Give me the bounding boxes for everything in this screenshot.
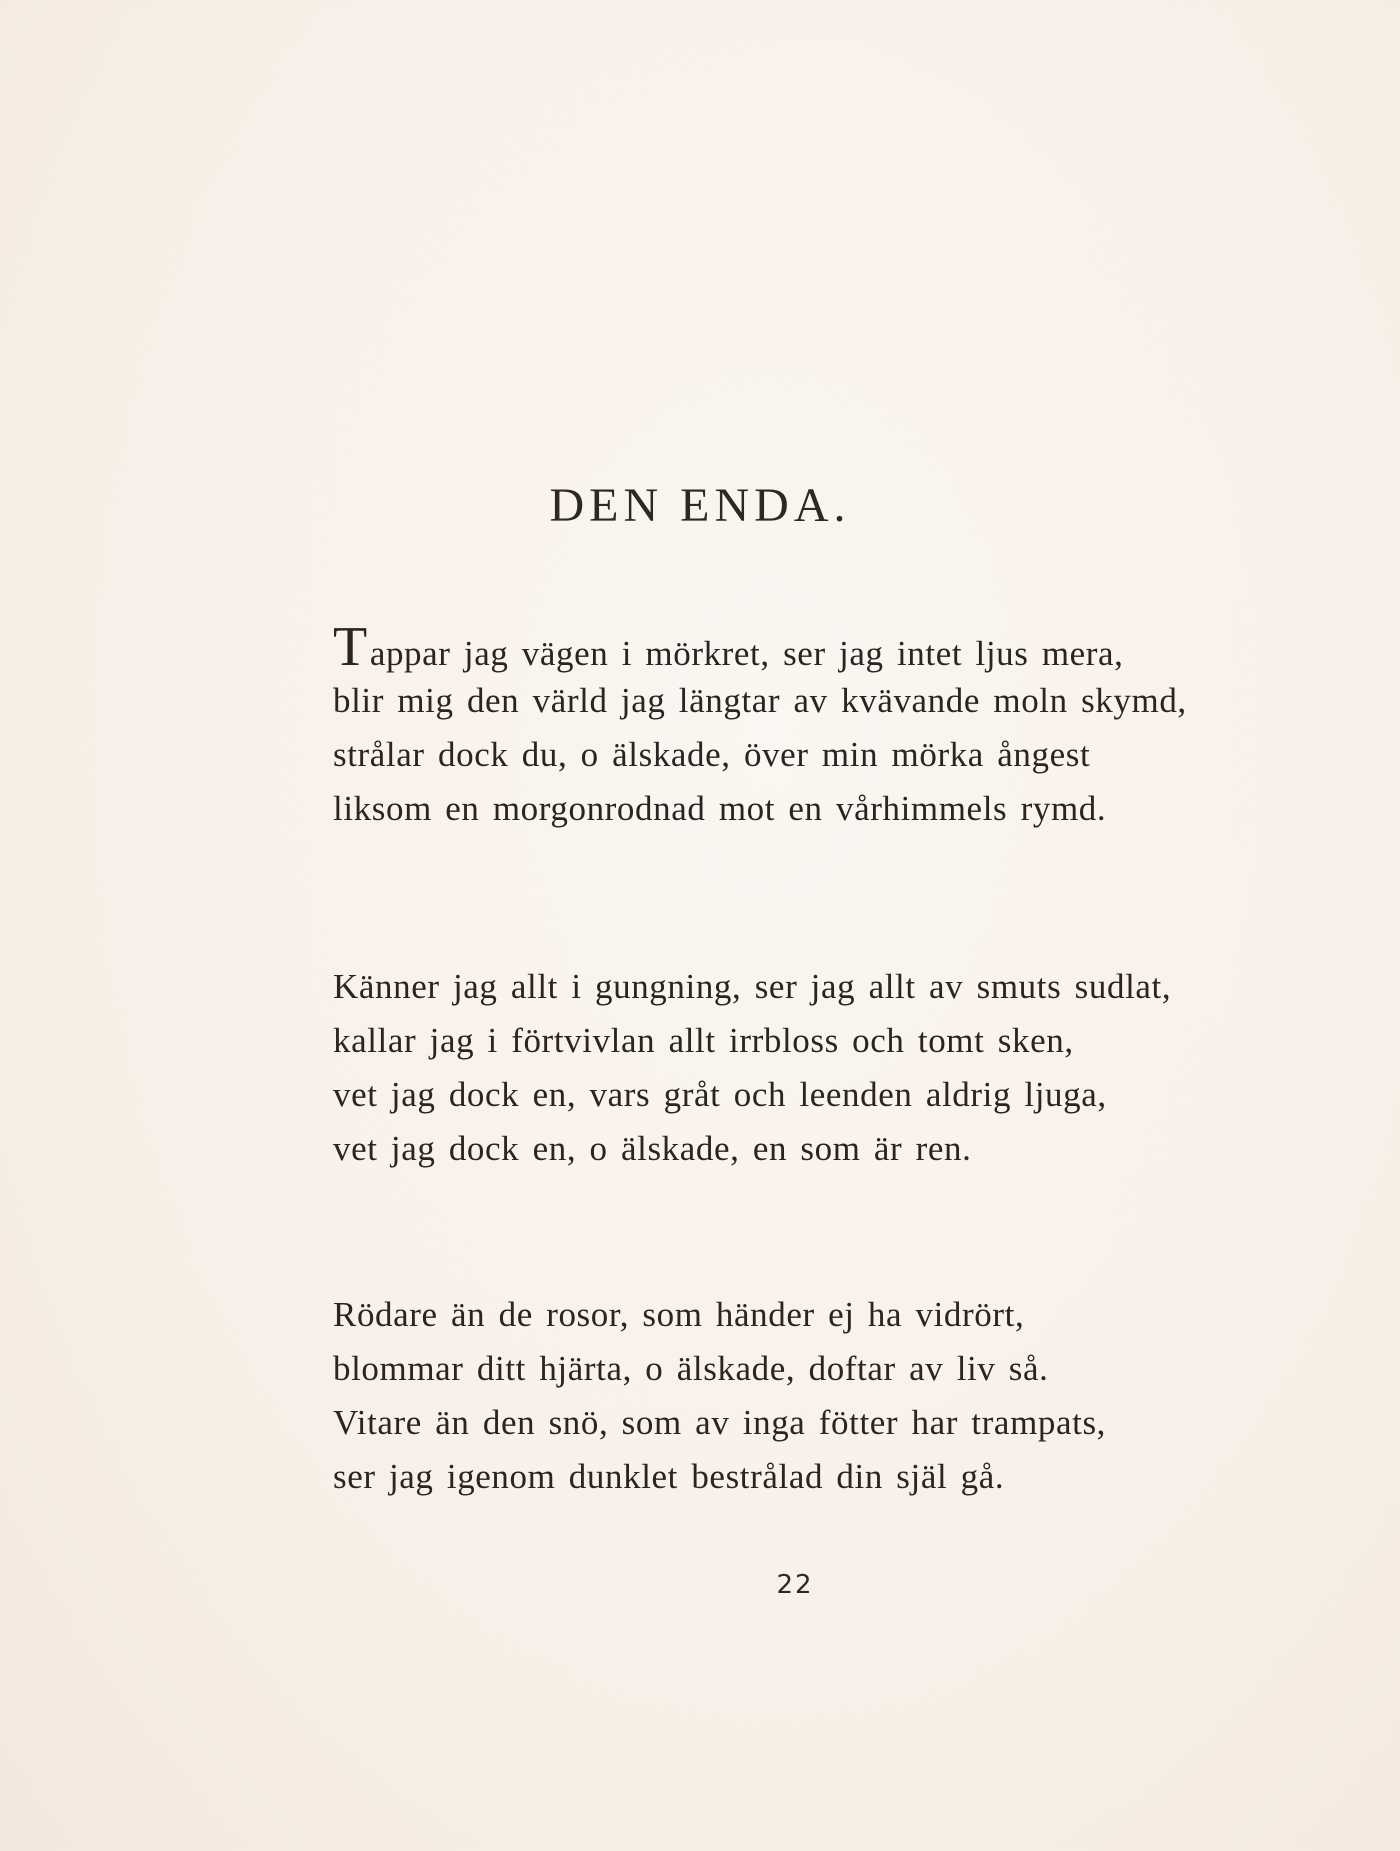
poem-line (333, 616, 1187, 678)
stanza-3 (333, 1288, 1106, 1504)
first-line-text: appar jag vägen i mörkret, ser jag intet ljus mera, (369, 634, 1124, 673)
drop-cap: T (333, 616, 368, 678)
poem-line: blir mig den värld jag längtar av kvävande moln skymd, (333, 681, 1187, 720)
poem-line: Vitare än den snö, som av inga fötter har trampats, (333, 1403, 1107, 1442)
poem-line: Rödare än de rosor, som händer ej ha vidrört, (333, 1295, 1025, 1334)
poem-line: liksom en morgonrodnad mot en vårhimmels rymd. (333, 789, 1107, 828)
page-number: 22 (776, 1570, 814, 1600)
poem-line: ser jag igenom dunklet bestrålad din själ gå. (333, 1457, 1005, 1496)
stanza-1 (333, 616, 1187, 836)
stanza-2 (333, 960, 1171, 1176)
poem-title: DEN ENDA. (549, 479, 851, 532)
poem-line: Känner jag allt i gungning, ser jag allt av smuts sudlat, (333, 967, 1172, 1006)
poem-line: vet jag dock en, vars gråt och leenden aldrig ljuga, (333, 1075, 1107, 1114)
poem-line: strålar dock du, o älskade, över min mörka ångest (333, 735, 1091, 774)
poem-line: vet jag dock en, o älskade, en som är ren. (333, 1129, 972, 1168)
poem-line: blommar ditt hjärta, o älskade, doftar av liv så. (333, 1349, 1049, 1388)
poem-line: kallar jag i förtvivlan allt irrbloss och tomt sken, (333, 1021, 1074, 1060)
